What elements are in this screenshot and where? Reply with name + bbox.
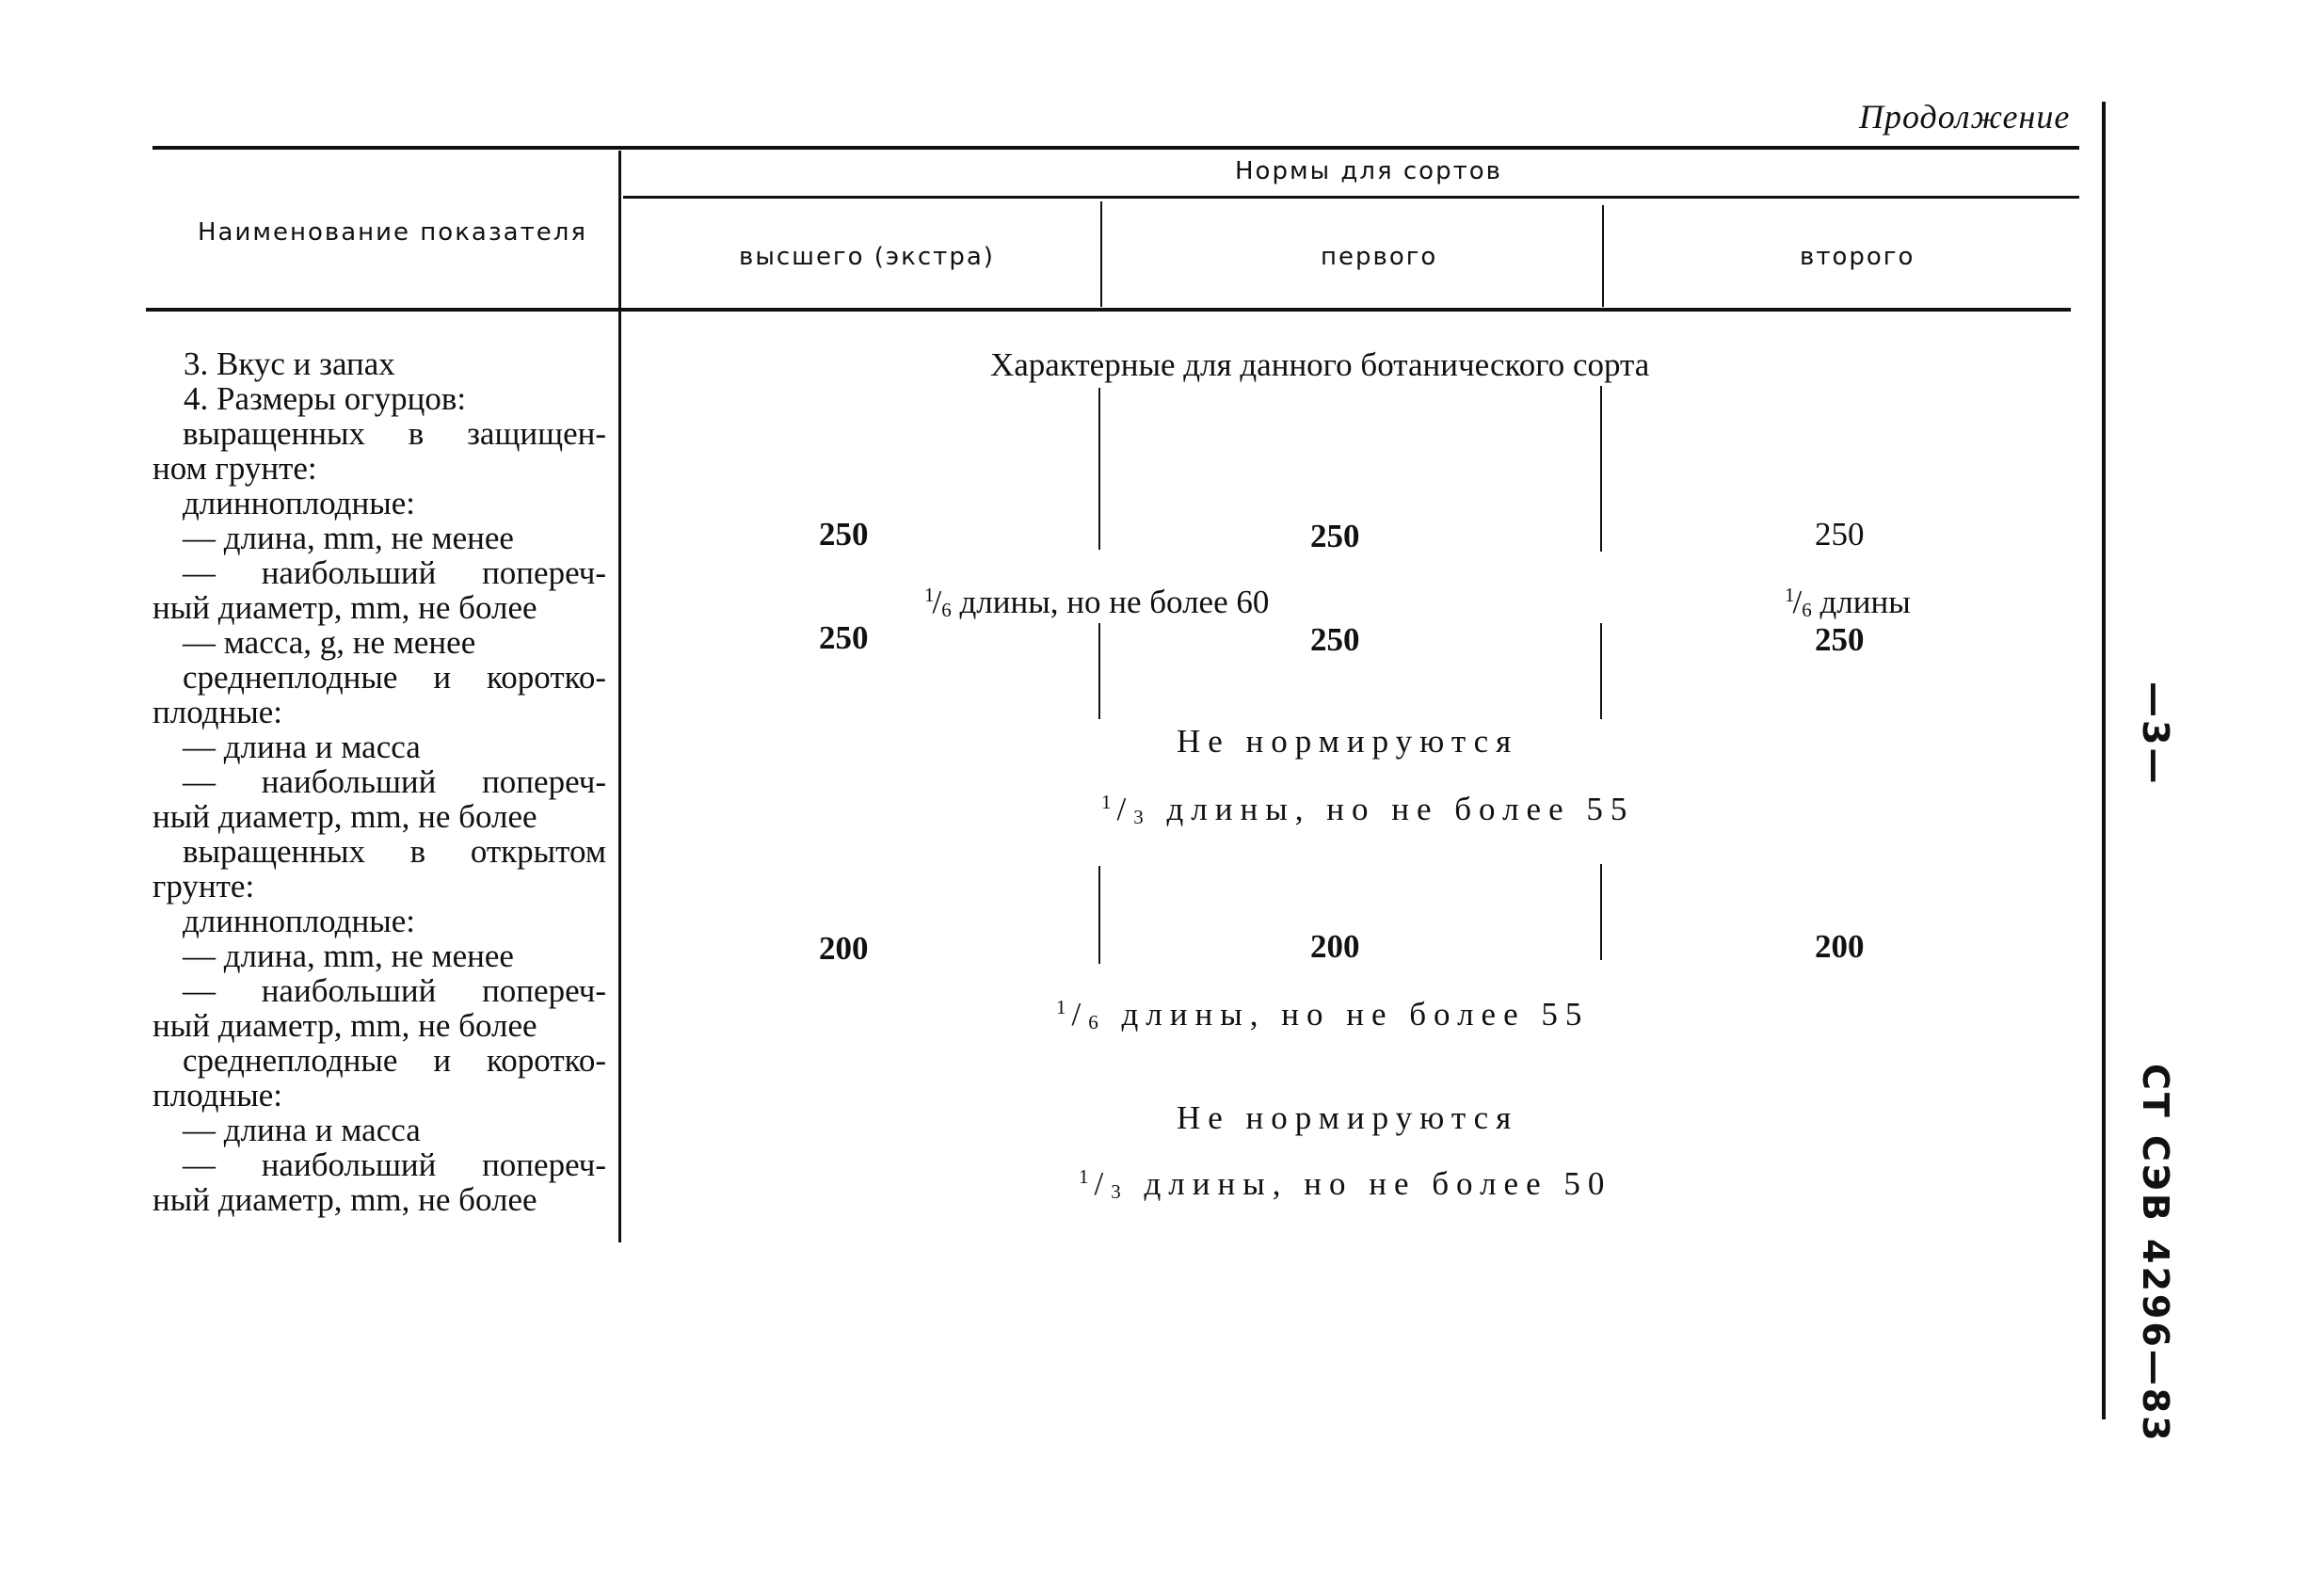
label-diam-2-cont: ный диаметр, mm, не более <box>152 798 537 835</box>
value-open-mid-diam: $^1/_3$ длины, но не более 50 <box>1079 1165 1612 1203</box>
body-divider-2b <box>1600 623 1602 719</box>
label-mass-min: — масса, g, не менее <box>183 624 476 661</box>
label-mid: среднеплодные и коротко- <box>183 659 606 696</box>
indicator-labels <box>152 346 614 1217</box>
indicator-col-divider <box>618 151 621 1242</box>
label-diam-4: — наибольший попереч- <box>183 1146 606 1183</box>
value-protected-mass-extra: 250 <box>819 619 869 656</box>
label-mid-2: среднеплодные и коротко- <box>183 1042 606 1079</box>
value-protected-diam-second: $^1/_6$ длины <box>1785 584 1911 621</box>
label-protected: выращенных в защищен- <box>183 415 606 452</box>
value-protected-length-extra: 250 <box>819 516 869 553</box>
grade-divider-1 <box>1100 201 1102 307</box>
grade-header-extra: высшего (экстра) <box>739 243 995 271</box>
value-protected-length-first: 250 <box>1310 518 1360 554</box>
label-mid-cont: плодные: <box>152 694 283 730</box>
label-long-2: длинноплодные: <box>183 903 415 939</box>
label-sizes: 4. Размеры огурцов: <box>184 380 467 417</box>
value-protected-length-second: 250 <box>1815 516 1865 553</box>
label-open: выращенных в открытом <box>183 833 606 870</box>
grade-header-first: первого <box>1321 243 1438 271</box>
label-mid-2-cont: плодные: <box>152 1077 283 1113</box>
label-length-mass-2: — длина и масса <box>183 1112 421 1148</box>
value-protected-diam-extra-first: $^1/_6$ длины, но не более 60 <box>924 584 1270 621</box>
body-divider-2c <box>1600 864 1602 960</box>
label-diam-4-cont: ный диаметр, mm, не более <box>152 1181 537 1218</box>
value-open-not-normed: Не нормируются <box>1177 1099 1519 1136</box>
value-protected-mass-second: 250 <box>1815 621 1865 658</box>
label-long: длинноплодные: <box>183 485 415 521</box>
label-length-mass: — длина и масса <box>183 729 421 765</box>
value-open-length-first: 200 <box>1310 928 1360 965</box>
label-diam-cont: ный диаметр, mm, не более <box>152 589 537 626</box>
grade-divider-2 <box>1602 205 1604 307</box>
value-open-long-diam: $^1/_6$ длины, но не более 55 <box>1056 996 1590 1033</box>
label-protected-cont: ном грунте: <box>152 450 317 487</box>
norms-group-rule <box>623 196 2079 199</box>
body-divider-1c <box>1098 866 1100 964</box>
grade-header-second: второго <box>1800 243 1915 271</box>
value-open-length-extra: 200 <box>819 930 869 967</box>
body-divider-1a <box>1098 388 1100 550</box>
header-bottom-rule <box>146 308 2071 312</box>
label-open-cont: грунте: <box>152 868 255 905</box>
standard-code: СТ СЭВ 4296—83 <box>2135 1064 2176 1444</box>
value-open-length-second: 200 <box>1815 928 1865 965</box>
value-protected-not-normed: Не нормируются <box>1177 723 1519 760</box>
label-diam-3-cont: ный диаметр, mm, не более <box>152 1007 537 1044</box>
page-number: —3— <box>2135 681 2176 787</box>
value-protected-mid-diam: $^1/_3$ длины, но не более 55 <box>1101 791 1635 828</box>
page-right-rule <box>2102 102 2106 1419</box>
value-taste-smell: Характерные для данного ботанического сорта <box>990 346 1650 383</box>
body-divider-2a <box>1600 386 1602 552</box>
table-top-rule <box>152 146 2079 150</box>
label-taste: 3. Вкус и запах <box>184 345 395 382</box>
label-length-min-2: — длина, mm, не менее <box>183 937 514 974</box>
value-protected-mass-first: 250 <box>1310 621 1360 658</box>
label-diam-2: — наибольший попереч- <box>183 763 606 800</box>
body-divider-1b <box>1098 623 1100 719</box>
label-length-min: — длина, mm, не менее <box>183 520 514 556</box>
norms-group-header: Нормы для сортов <box>1235 157 1502 185</box>
label-diam: — наибольший попереч- <box>183 554 606 591</box>
label-diam-3: — наибольший попереч- <box>183 972 606 1009</box>
continuation-label: Продолжение <box>1859 98 2071 136</box>
indicator-column-header: Наименование показателя <box>198 218 588 247</box>
